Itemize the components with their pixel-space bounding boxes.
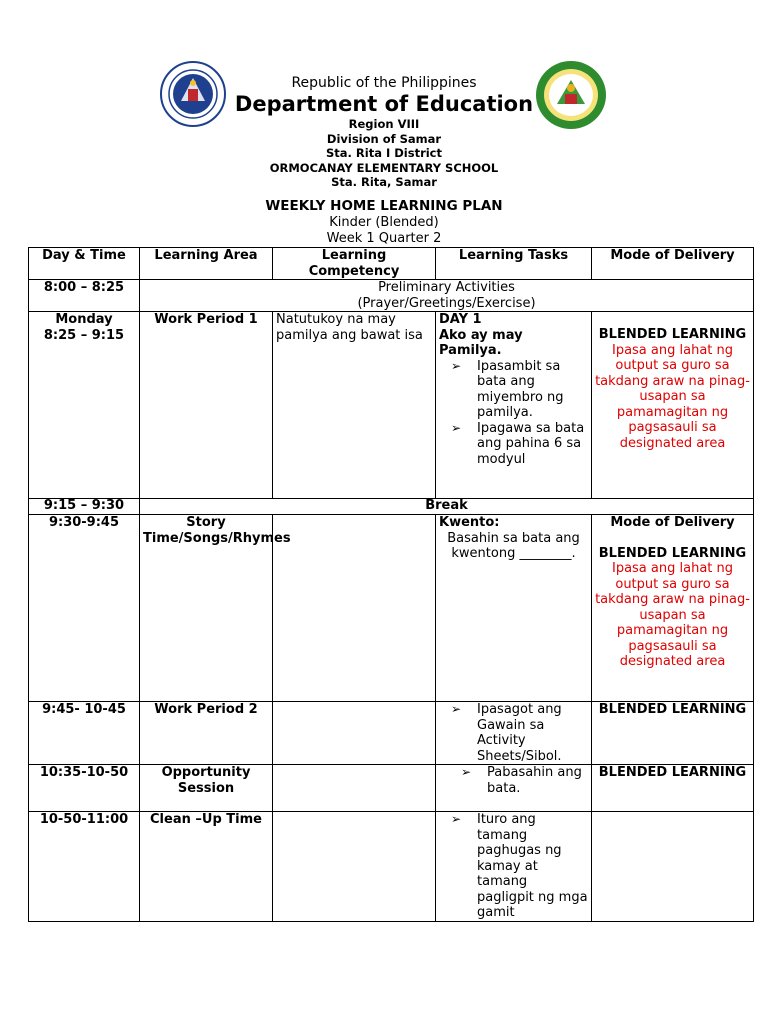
table-row bbox=[29, 312, 754, 499]
row-competency bbox=[273, 515, 436, 702]
region-text: Region VIII bbox=[348, 117, 420, 131]
task-list bbox=[439, 812, 588, 921]
table-row bbox=[29, 765, 754, 812]
row-mode-cell bbox=[592, 812, 754, 922]
task-list bbox=[439, 359, 588, 468]
row-time: 9:45- 10-45 bbox=[29, 702, 140, 765]
row-competency: Natutukoy na may pamilya ang bawat isa bbox=[273, 312, 436, 499]
row-tasks-cell bbox=[436, 702, 592, 765]
task-item: ➢ Ipasambit sa bata ang miyembro ng pamilya. bbox=[443, 359, 588, 421]
task-day: DAY 1 bbox=[439, 312, 482, 327]
preliminary-activities-cell bbox=[140, 280, 754, 312]
division-text: Division of Samar bbox=[326, 131, 442, 146]
break-label: Break bbox=[140, 499, 754, 515]
mode-title: BLENDED LEARNING bbox=[598, 545, 747, 561]
task-title: Kwento: bbox=[439, 515, 500, 530]
plan-heading bbox=[0, 198, 768, 247]
task-item: ➢ Ipagawa sa bata ang pahina 6 sa modyul bbox=[443, 421, 588, 468]
mode-header: Mode of Delivery bbox=[610, 515, 735, 530]
plan-title: WEEKLY HOME LEARNING PLAN bbox=[265, 198, 503, 214]
mode-title: BLENDED LEARNING bbox=[598, 327, 747, 342]
department-title: Department of Education bbox=[234, 92, 534, 116]
row-tasks-cell bbox=[436, 765, 592, 812]
republic-text: Republic of the Philippines bbox=[291, 75, 477, 91]
row-time: 9:30-9:45 bbox=[29, 515, 140, 702]
task-text: Basahin sa bata ang kwentong ________. bbox=[447, 530, 580, 561]
row-time: 8:00 – 8:25 bbox=[29, 280, 140, 312]
mode-title: BLENDED LEARNING bbox=[592, 702, 754, 765]
row-tasks-cell bbox=[436, 812, 592, 922]
table-row bbox=[29, 280, 754, 312]
row-time: 10-50-11:00 bbox=[29, 812, 140, 922]
row-competency bbox=[273, 765, 436, 812]
row-learning-area: Opportunity Session bbox=[140, 765, 273, 812]
table-row bbox=[29, 702, 754, 765]
row-day: Monday bbox=[55, 312, 113, 327]
table-row bbox=[29, 812, 754, 922]
task-list bbox=[439, 765, 588, 796]
preliminary-activities: Preliminary Activities bbox=[378, 280, 515, 295]
table-row bbox=[29, 515, 754, 702]
task-list bbox=[439, 702, 588, 764]
letterhead bbox=[0, 75, 768, 190]
row-competency bbox=[273, 812, 436, 922]
school-address: Sta. Rita, Samar bbox=[331, 175, 437, 189]
plan-week: Week 1 Quarter 2 bbox=[326, 231, 442, 246]
row-learning-area: Work Period 2 bbox=[140, 702, 273, 765]
row-tasks-cell bbox=[436, 515, 592, 702]
learning-plan-table bbox=[28, 247, 754, 922]
mode-title: BLENDED LEARNING bbox=[592, 765, 754, 812]
row-learning-area: Story Time/Songs/Rhymes bbox=[140, 515, 273, 702]
header-learning-area: Learning Area bbox=[140, 248, 273, 280]
break-time: 9:15 – 9:30 bbox=[29, 499, 140, 515]
task-title: Ako ay may Pamilya. bbox=[439, 327, 523, 358]
school-name: ORMOCANAY ELEMENTARY SCHOOL bbox=[269, 160, 499, 175]
header-day-time: Day & Time bbox=[29, 248, 140, 280]
plan-grade: Kinder (Blended) bbox=[329, 215, 439, 230]
break-row bbox=[29, 499, 754, 515]
header-mode-of-delivery: Mode of Delivery bbox=[592, 248, 754, 280]
task-item: ➢ Ipasagot ang Gawain sa Activity Sheets/Sibol. bbox=[443, 702, 588, 764]
row-mode-cell bbox=[592, 515, 754, 702]
row-learning-area: Clean –Up Time bbox=[140, 812, 273, 922]
district-text: Sta. Rita I District bbox=[325, 146, 442, 160]
task-item: ➢ Ituro ang tamang paghugas ng kamay at tamang pagligpit ng mga gamit bbox=[443, 812, 588, 921]
row-tasks-cell bbox=[436, 312, 592, 499]
task-item: ➢ Pabasahin ang bata. bbox=[453, 765, 588, 796]
preliminary-activities-detail: (Prayer/Greetings/Exercise) bbox=[357, 295, 536, 311]
row-mode-cell bbox=[592, 312, 754, 499]
mode-note: Ipasa ang lahat ng output sa guro sa takdang araw na pinag-usapan sa pamamagitan ng pagsasauli sa designated area bbox=[595, 342, 750, 451]
row-time: 8:25 – 9:15 bbox=[43, 327, 125, 343]
row-time: 10:35-10-50 bbox=[29, 765, 140, 812]
header-learning-tasks: Learning Tasks bbox=[436, 248, 592, 280]
mode-note: Ipasa ang lahat ng output sa guro sa takdang araw na pinag-usapan sa pamamagitan ng pagsasauli sa designated area bbox=[595, 561, 750, 669]
table-header-row bbox=[29, 248, 754, 280]
row-competency bbox=[273, 702, 436, 765]
row-day-time-cell bbox=[29, 312, 140, 499]
row-learning-area: Work Period 1 bbox=[140, 312, 273, 499]
header-learning-competency: Learning Competency bbox=[273, 248, 436, 280]
